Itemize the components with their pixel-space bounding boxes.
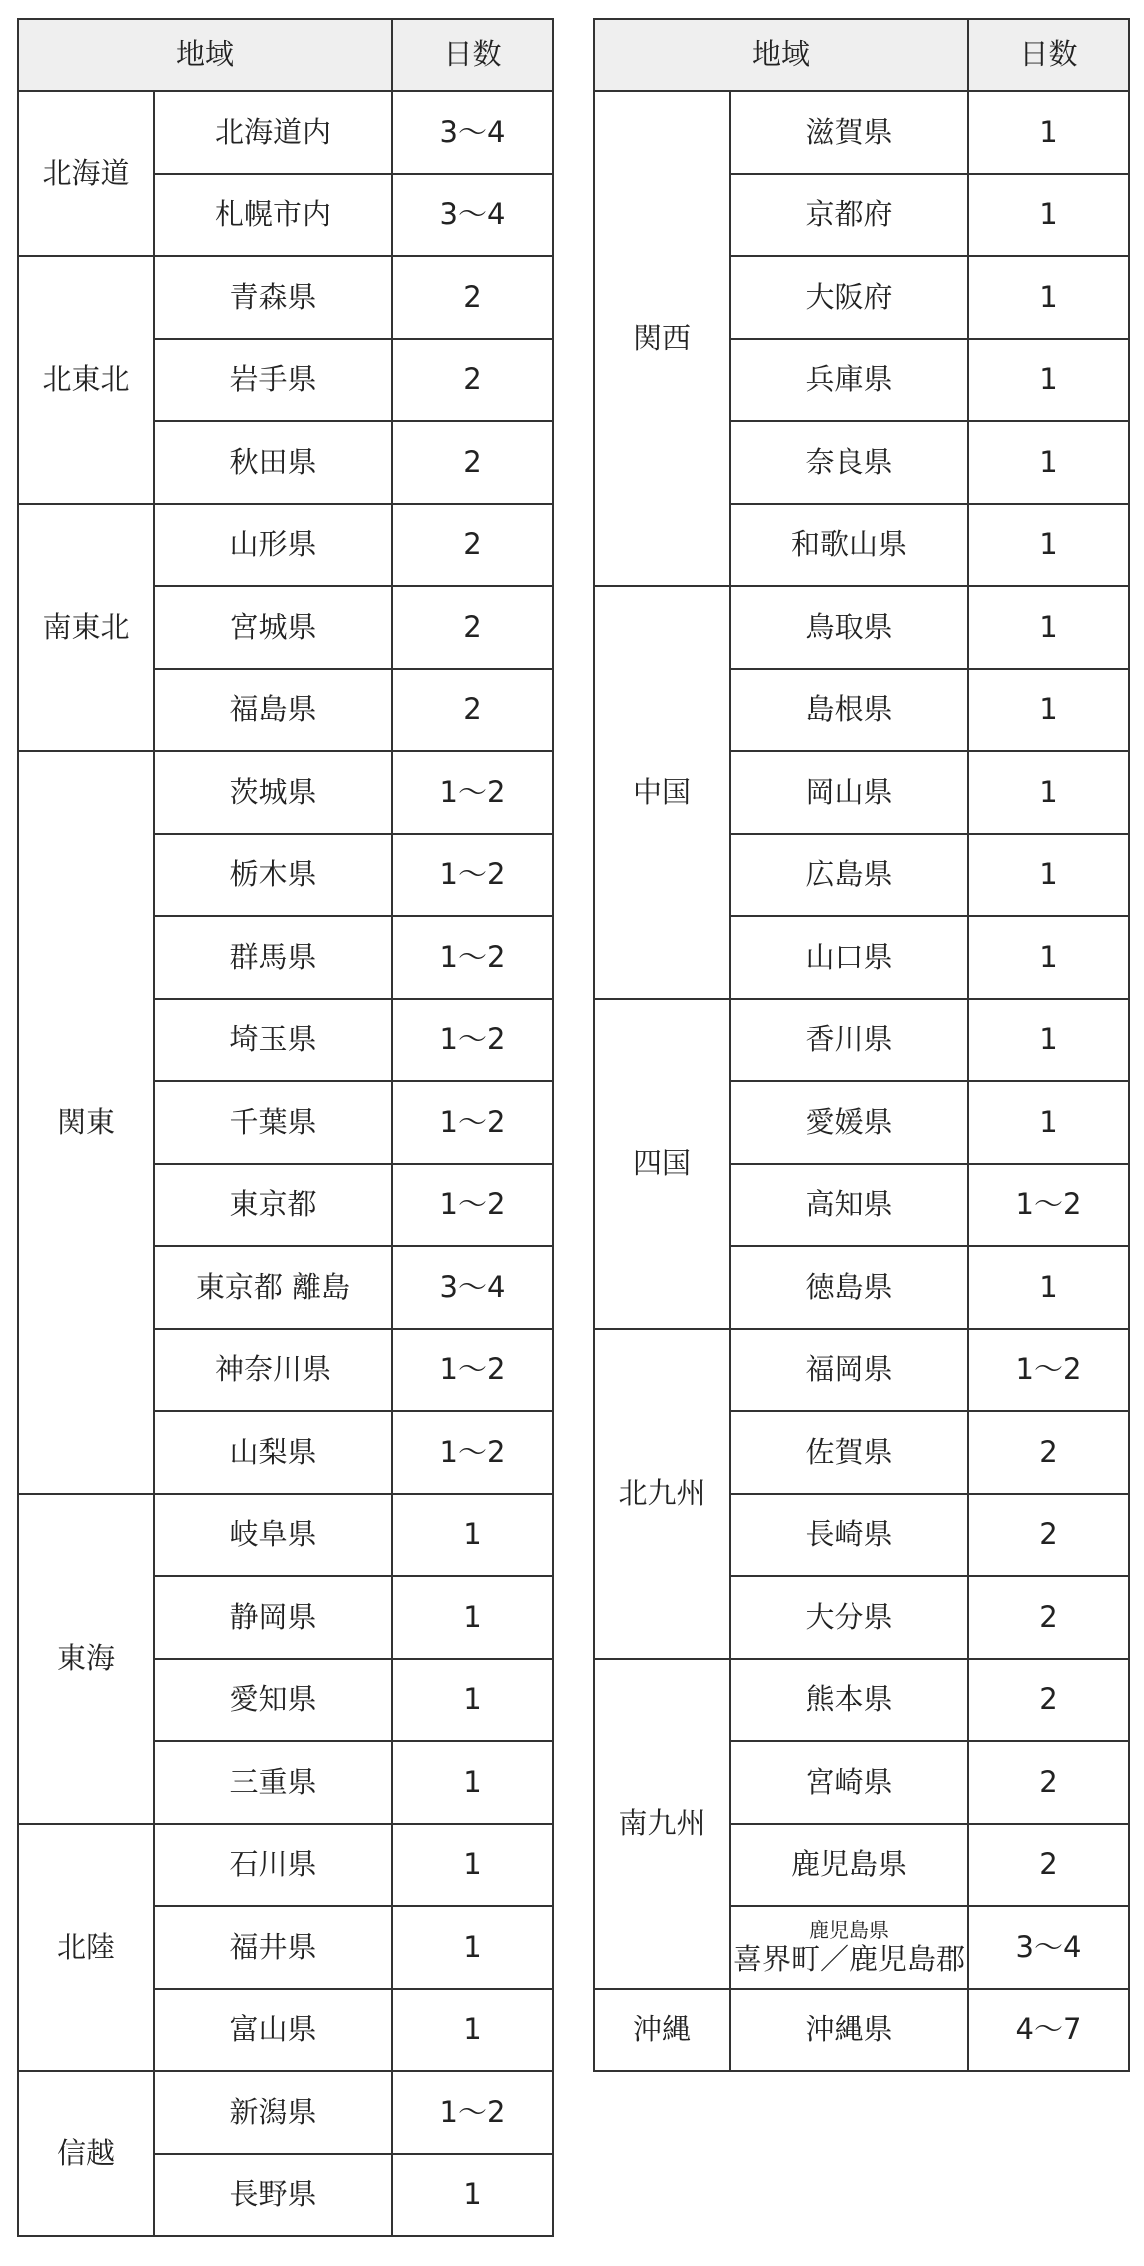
prefecture-cell: 石川県 — [154, 1824, 392, 1907]
region-cell: 四国 — [594, 999, 730, 1329]
prefecture-cell: 山形県 — [154, 504, 392, 587]
table-row — [594, 999, 1129, 1082]
prefecture-cell: 香川県 — [730, 999, 968, 1082]
days-cell: 1 — [392, 1741, 553, 1824]
region-cell: 信越 — [18, 2071, 154, 2236]
region-cell: 東海 — [18, 1494, 154, 1824]
table-body — [18, 91, 553, 2236]
days-cell: 3〜4 — [392, 1246, 553, 1329]
days-cell: 1〜2 — [968, 1329, 1129, 1412]
days-cell: 1 — [968, 256, 1129, 339]
days-cell: 1 — [968, 669, 1129, 752]
days-cell: 1〜2 — [392, 1081, 553, 1164]
prefecture-cell — [730, 1906, 968, 1989]
region-header: 地域 — [18, 19, 392, 91]
days-cell: 1 — [968, 916, 1129, 999]
prefecture-cell: 岩手県 — [154, 339, 392, 422]
days-cell: 2 — [968, 1576, 1129, 1659]
table-row — [594, 91, 1129, 174]
prefecture-cell: 山梨県 — [154, 1411, 392, 1494]
prefecture-cell: 福井県 — [154, 1906, 392, 1989]
region-cell: 沖縄 — [594, 1989, 730, 2072]
days-cell: 1 — [968, 834, 1129, 917]
prefecture-cell: 静岡県 — [154, 1576, 392, 1659]
table-row — [18, 1494, 553, 1577]
days-cell: 1 — [968, 339, 1129, 422]
table-row — [594, 586, 1129, 669]
prefecture-cell: 東京都 離島 — [154, 1246, 392, 1329]
prefecture-cell: 愛媛県 — [730, 1081, 968, 1164]
prefecture-cell: 北海道内 — [154, 91, 392, 174]
days-cell: 3〜4 — [392, 91, 553, 174]
days-cell: 1〜2 — [968, 1164, 1129, 1247]
prefecture-cell: 茨城県 — [154, 751, 392, 834]
table-row — [18, 256, 553, 339]
prefecture-cell: 熊本県 — [730, 1659, 968, 1742]
days-cell: 1 — [968, 174, 1129, 257]
region-cell: 南東北 — [18, 504, 154, 752]
prefecture-cell: 滋賀県 — [730, 91, 968, 174]
prefecture-cell: 長野県 — [154, 2154, 392, 2237]
prefecture-cell: 京都府 — [730, 174, 968, 257]
prefecture-cell: 東京都 — [154, 1164, 392, 1247]
table-row — [594, 1659, 1129, 1742]
days-cell: 1 — [968, 504, 1129, 587]
days-cell: 1 — [392, 1659, 553, 1742]
days-cell: 1 — [968, 751, 1129, 834]
days-cell: 1〜2 — [392, 916, 553, 999]
days-cell: 1 — [968, 1081, 1129, 1164]
days-cell: 2 — [392, 504, 553, 587]
table-row — [18, 91, 553, 174]
prefecture-cell: 三重県 — [154, 1741, 392, 1824]
prefecture-cell: 岐阜県 — [154, 1494, 392, 1577]
days-cell: 1〜2 — [392, 834, 553, 917]
days-cell: 1 — [968, 1246, 1129, 1329]
prefecture-cell: 宮城県 — [154, 586, 392, 669]
region-cell: 北九州 — [594, 1329, 730, 1659]
days-cell: 4〜7 — [968, 1989, 1129, 2072]
prefecture-main-label: 喜界町／鹿児島郡 — [732, 1941, 965, 1976]
region-cell: 北東北 — [18, 256, 154, 504]
days-header: 日数 — [392, 19, 553, 91]
table-row — [594, 1989, 1129, 2072]
prefecture-cell: 秋田県 — [154, 421, 392, 504]
days-cell: 1〜2 — [392, 2071, 553, 2154]
days-cell: 1 — [392, 2154, 553, 2237]
prefecture-cell: 富山県 — [154, 1989, 392, 2072]
region-cell: 中国 — [594, 586, 730, 999]
days-cell: 1〜2 — [392, 1411, 553, 1494]
days-cell: 3〜4 — [968, 1906, 1129, 1989]
days-cell: 2 — [968, 1659, 1129, 1742]
days-cell: 2 — [968, 1824, 1129, 1907]
days-cell: 2 — [392, 586, 553, 669]
prefecture-cell: 福岡県 — [730, 1329, 968, 1412]
prefecture-cell: 高知県 — [730, 1164, 968, 1247]
prefecture-cell: 愛知県 — [154, 1659, 392, 1742]
days-cell: 2 — [968, 1741, 1129, 1824]
prefecture-cell: 島根県 — [730, 669, 968, 752]
days-cell: 1 — [968, 586, 1129, 669]
prefecture-cell: 千葉県 — [154, 1081, 392, 1164]
prefecture-cell: 山口県 — [730, 916, 968, 999]
days-cell: 2 — [968, 1494, 1129, 1577]
days-cell: 2 — [392, 421, 553, 504]
prefecture-cell: 広島県 — [730, 834, 968, 917]
shipping-days-table-right — [593, 18, 1130, 2072]
prefecture-cell: 和歌山県 — [730, 504, 968, 587]
table-row — [18, 504, 553, 587]
days-cell: 3〜4 — [392, 174, 553, 257]
prefecture-cell: 奈良県 — [730, 421, 968, 504]
prefecture-cell: 徳島県 — [730, 1246, 968, 1329]
shipping-days-table-left — [17, 18, 554, 2237]
prefecture-cell: 福島県 — [154, 669, 392, 752]
days-cell: 1〜2 — [392, 1329, 553, 1412]
days-cell: 1 — [392, 1989, 553, 2072]
days-cell: 1〜2 — [392, 751, 553, 834]
days-cell: 2 — [968, 1411, 1129, 1494]
table-row — [594, 1329, 1129, 1412]
prefecture-cell: 大分県 — [730, 1576, 968, 1659]
days-cell: 2 — [392, 256, 553, 339]
prefecture-sub-label: 鹿児島県 — [809, 1917, 889, 1942]
header-row — [594, 19, 1129, 91]
days-cell: 1 — [968, 421, 1129, 504]
region-header: 地域 — [594, 19, 968, 91]
prefecture-cell: 長崎県 — [730, 1494, 968, 1577]
prefecture-cell: 大阪府 — [730, 256, 968, 339]
table-row — [18, 2071, 553, 2154]
prefecture-cell: 宮崎県 — [730, 1741, 968, 1824]
days-cell: 1〜2 — [392, 999, 553, 1082]
days-cell: 1 — [392, 1576, 553, 1659]
region-cell: 関西 — [594, 91, 730, 586]
days-cell: 1〜2 — [392, 1164, 553, 1247]
prefecture-cell: 青森県 — [154, 256, 392, 339]
region-cell: 北海道 — [18, 91, 154, 256]
days-cell: 1 — [968, 91, 1129, 174]
days-cell: 2 — [392, 339, 553, 422]
header-row — [18, 19, 553, 91]
prefecture-cell: 札幌市内 — [154, 174, 392, 257]
table-row — [18, 1824, 553, 1907]
prefecture-cell: 鳥取県 — [730, 586, 968, 669]
days-cell: 1 — [392, 1824, 553, 1907]
region-cell: 関東 — [18, 751, 154, 1494]
prefecture-cell: 岡山県 — [730, 751, 968, 834]
region-cell: 北陸 — [18, 1824, 154, 2072]
days-cell: 1 — [392, 1494, 553, 1577]
days-cell: 1 — [392, 1906, 553, 1989]
table-body — [594, 91, 1129, 2071]
table-row — [18, 751, 553, 834]
days-cell: 1 — [968, 999, 1129, 1082]
days-cell: 2 — [392, 669, 553, 752]
prefecture-cell: 栃木県 — [154, 834, 392, 917]
prefecture-cell: 兵庫県 — [730, 339, 968, 422]
prefecture-cell: 埼玉県 — [154, 999, 392, 1082]
prefecture-cell: 鹿児島県 — [730, 1824, 968, 1907]
prefecture-cell: 群馬県 — [154, 916, 392, 999]
prefecture-cell: 沖縄県 — [730, 1989, 968, 2072]
prefecture-cell: 新潟県 — [154, 2071, 392, 2154]
region-cell: 南九州 — [594, 1659, 730, 1989]
days-header: 日数 — [968, 19, 1129, 91]
prefecture-cell: 佐賀県 — [730, 1411, 968, 1494]
prefecture-cell: 神奈川県 — [154, 1329, 392, 1412]
